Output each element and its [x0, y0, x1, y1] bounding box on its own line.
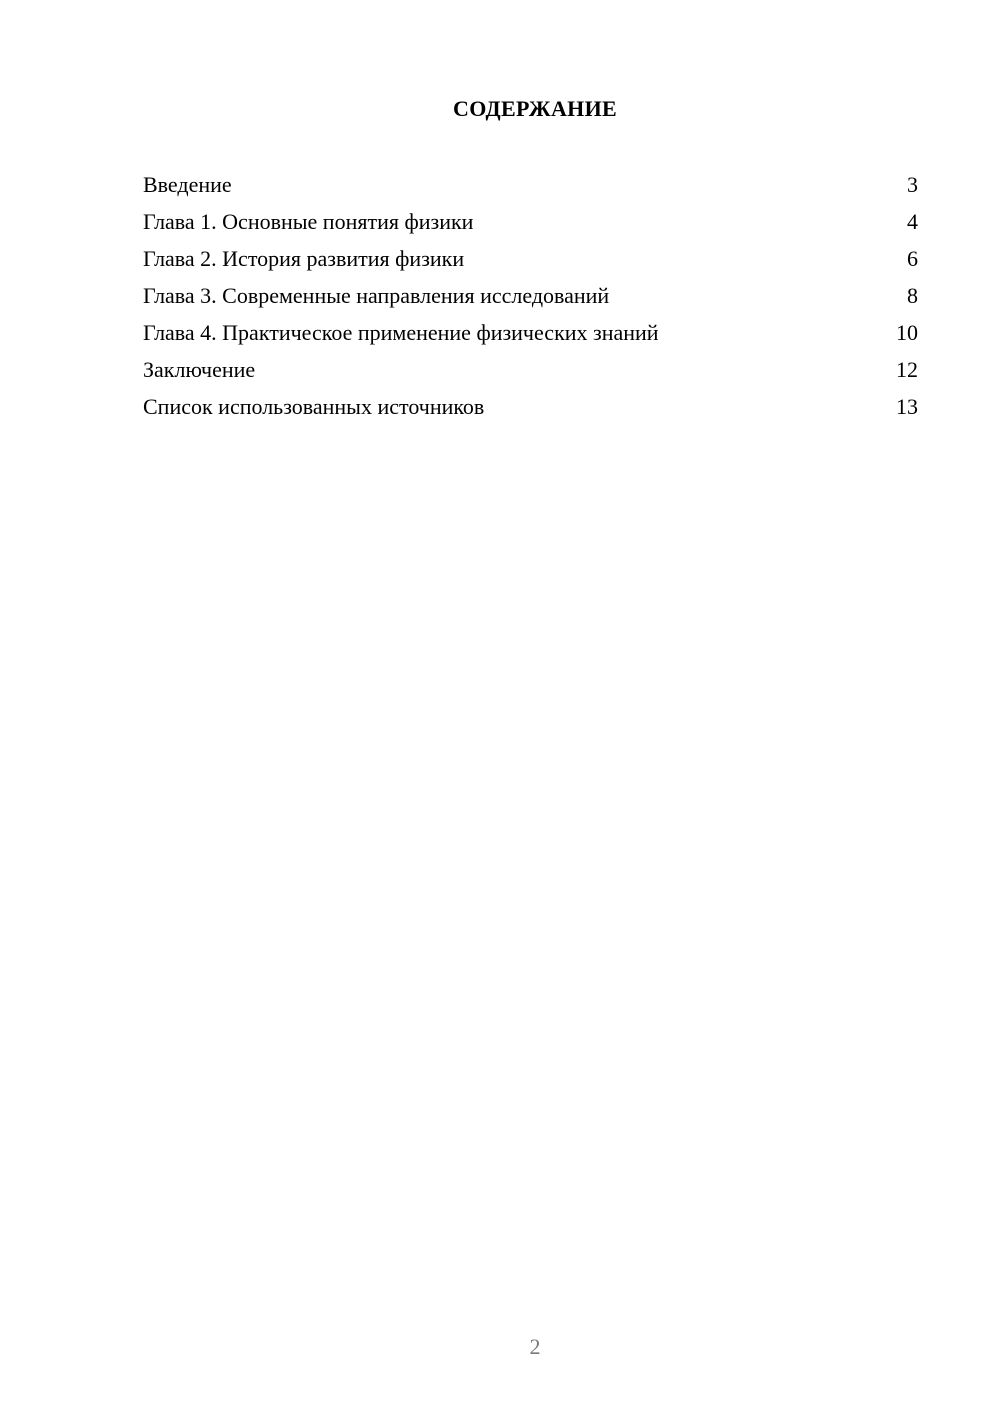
- toc-item-page: 8: [907, 283, 918, 308]
- toc-item-label: Глава 4. Практическое применение физических знаний: [143, 320, 659, 345]
- toc-item-chapter-2: [143, 242, 918, 279]
- toc-item-page: 6: [907, 246, 918, 271]
- toc-item-page: 4: [907, 209, 918, 234]
- toc-title: СОДЕРЖАНИЕ: [453, 96, 617, 121]
- toc-item-label: Глава 1. Основные понятия физики: [143, 209, 474, 234]
- toc-item-introduction: [143, 168, 918, 205]
- toc-item-label: Заключение: [143, 357, 256, 382]
- toc-item-chapter-4: [143, 316, 918, 353]
- toc-item-chapter-1: [143, 205, 918, 242]
- toc-item-chapter-3: [143, 279, 918, 316]
- toc-item-references: [143, 390, 918, 427]
- toc-item-page: 13: [896, 394, 918, 419]
- toc-item-page: 10: [896, 320, 918, 345]
- toc-item-label: Глава 3. Современные направления исследований: [143, 283, 610, 308]
- toc-item-label: Список использованных источников: [143, 394, 485, 419]
- table-of-contents: [143, 168, 918, 427]
- toc-item-label: Глава 2. История развития физики: [143, 246, 465, 271]
- toc-item-conclusion: [143, 353, 918, 390]
- toc-item-label: Введение: [143, 172, 232, 197]
- toc-item-page: 3: [907, 172, 918, 197]
- page-number: 2: [529, 1334, 541, 1359]
- toc-item-page: 12: [896, 357, 918, 382]
